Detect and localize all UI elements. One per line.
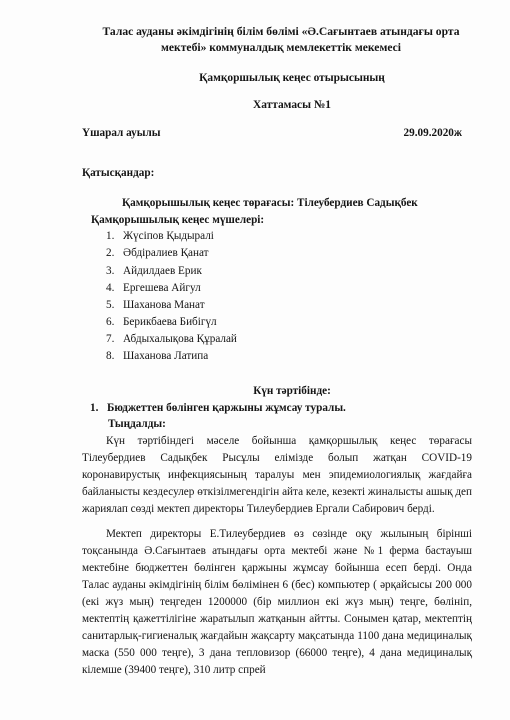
protocol-title: Хаттамасы №1 (253, 99, 331, 112)
participants-label: Қатысқандар: (82, 166, 155, 179)
agenda-item (82, 400, 472, 417)
list-item (106, 314, 472, 331)
list-item (106, 245, 472, 262)
list-item (106, 331, 472, 348)
member-number: 6. (106, 315, 115, 328)
chair-line: Қамқорышылық кеңес төрағасы: Тілеубердиев Садықбек (122, 197, 418, 210)
member-name: Жүсіпов Қыдыралі (123, 230, 214, 243)
members-label: Қамқорышылық кеңес мүшелері: (91, 213, 265, 226)
member-number: 4. (106, 281, 115, 294)
member-name: Әбдіралиев Қанат (123, 247, 209, 260)
place-date-row (82, 125, 472, 142)
agenda-title: Күн тәртібінде: (253, 385, 331, 398)
member-number: 2. (106, 247, 115, 260)
member-number: 3. (106, 264, 115, 277)
list-item (106, 263, 472, 280)
document-header (90, 24, 472, 57)
member-name: Шаханова Манат (123, 298, 205, 311)
member-name: Шаханова Латипа (123, 350, 209, 363)
members-list (82, 228, 472, 365)
org-name-line-2: мектебі» коммуналдық мемлекеттік мекемесі (161, 41, 401, 55)
agenda-item-number: 1. (90, 401, 99, 414)
list-item (106, 280, 472, 297)
place: Үшарал ауылы (82, 127, 161, 139)
member-name: Берикбаева Бибігүл (123, 315, 217, 328)
member-name: Абдыхалықова Құралай (123, 332, 237, 345)
member-number: 8. (106, 350, 115, 363)
body-paragraph-1: Күн тәртібіндегі мәселе бойынша қамқоршылық кеңес төрағасы Тілеубердиев Садықбек Рысұлы елімізде болып жатқан COVID-19 коронавирустық инфекциясының таралуы мен эпидемиологиялық жағдайға байланысты кездесулер өткізілмегендігін айта келе, кезекті жиналысты ашық деп жариялап сөзді мектеп директоры Тилеубердиев Ергали Сабирович берді. (82, 434, 472, 515)
org-name-line-1: Талас ауданы әкімдігінің білім бөлімі «Ә.Сағынтаев атындағы орта (102, 25, 460, 38)
member-number: 5. (106, 298, 115, 311)
list-item (106, 297, 472, 314)
list-item (106, 348, 472, 365)
agenda-item-text: Бюджеттен бөлінген қаржыны жұмсау туралы. (107, 401, 346, 414)
meeting-title: Қамқоршылық кеңес отырысының (199, 71, 385, 84)
member-name: Ергешева Айгул (123, 281, 201, 294)
body-paragraph-2: Мектеп директоры Е.Тилеубердиев өз сөзінде оқу жылының бірінші тоқсанында Ә.Сағынтаев атындағы орта мектебі және №1 ферма бастауыш мектебіне бюджеттен бөлінген қаржыны жұмсау бойынша есеп берді. Онда Талас ауданы әкімдігінің білім бөлімінен 6 (бес) компьютер ( әрқайсысы 200 000 (екі жүз мың) теңгеден 1200000 (бір миллион екі жүз мың) теңге, бөлініп, мектептің қажеттілігіне жаратылып жатқанын айтты. Сонымен қатар, мектептің санитарлық-гигиеналық жағдайын жақсарту мақсатында 1100 дана медициналық маска (550 000 теңге), 3 дана тепловизор (66000 теңге), 4 дана медициналық кілемше (39400 теңге), 310 литр спрей (82, 528, 472, 676)
member-number: 7. (106, 332, 115, 345)
member-name: Айдилдаев Ерик (123, 264, 202, 277)
list-item (106, 228, 472, 245)
listened-label: Тыңдалды: (108, 418, 166, 431)
date: 29.09.2020ж (403, 127, 462, 139)
member-number: 1. (106, 230, 115, 243)
